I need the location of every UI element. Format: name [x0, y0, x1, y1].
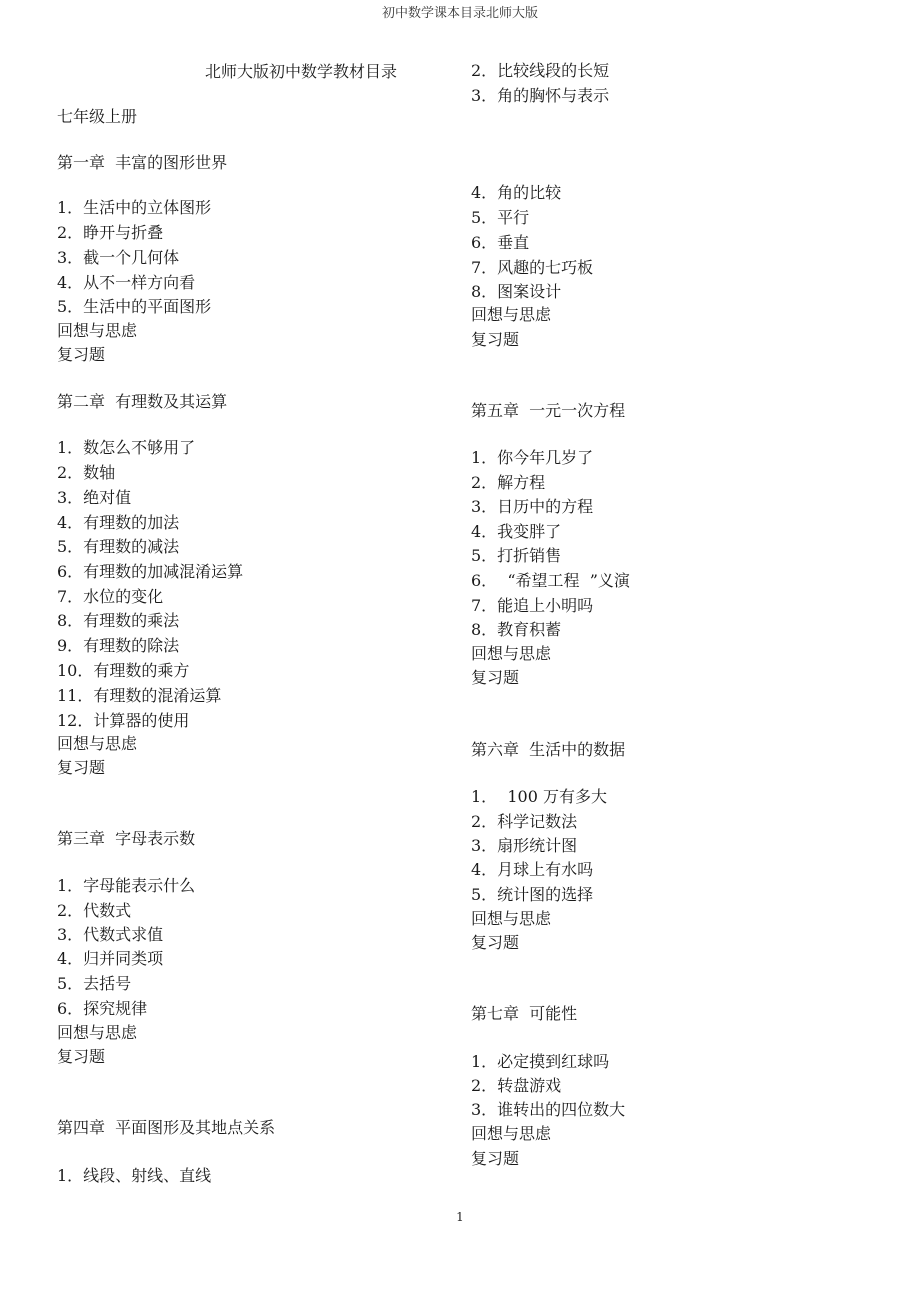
toc-item: 1．生活中的立体图形	[57, 198, 212, 217]
chapter-heading: 第一章 丰富的图形世界	[57, 153, 228, 172]
toc-item: 1．必定摸到红球吗	[471, 1052, 610, 1071]
page-number: 1	[456, 1210, 464, 1224]
toc-item: 5．生活中的平面图形	[57, 297, 212, 316]
toc-item: 12．计算器的使用	[57, 711, 190, 730]
toc-item: 6． “希望工程 ”义演	[471, 571, 630, 590]
toc-item: 回想与思虑	[471, 305, 552, 324]
toc-item: 4．我变胖了	[471, 522, 562, 541]
toc-item: 2．科学记数法	[471, 812, 578, 831]
running-header: 初中数学课本目录北师大版	[381, 6, 538, 21]
toc-item: 5．打折销售	[471, 546, 562, 565]
toc-item: 5．去括号	[57, 974, 132, 993]
toc-item: 6．探究规律	[57, 999, 148, 1018]
toc-item: 5．统计图的选择	[471, 885, 594, 904]
chapter-heading: 第二章 有理数及其运算	[57, 392, 228, 411]
toc-item: 回想与思虑	[471, 644, 552, 663]
toc-item: 3．谁转出的四位数大	[471, 1100, 626, 1119]
toc-item: 2．比较线段的长短	[471, 61, 610, 80]
toc-item: 3．绝对值	[57, 488, 132, 507]
toc-item: 复习题	[471, 330, 520, 349]
toc-item: 复习题	[471, 933, 520, 952]
toc-item: 1．数怎么不够用了	[57, 438, 196, 457]
toc-item: 1．字母能表示什么	[57, 876, 196, 895]
toc-item: 回想与思虑	[57, 734, 138, 753]
toc-item: 2．转盘游戏	[471, 1076, 562, 1095]
toc-item: 9．有理数的除法	[57, 636, 180, 655]
toc-item: 8．有理数的乘法	[57, 611, 180, 630]
toc-item: 7．能追上小明吗	[471, 596, 594, 615]
toc-item: 2．代数式	[57, 901, 132, 920]
toc-item: 复习题	[471, 668, 520, 687]
toc-item: 复习题	[57, 758, 106, 777]
toc-item: 复习题	[471, 1149, 520, 1168]
toc-item: 1． 100 万有多大	[471, 787, 607, 806]
toc-item: 3．代数式求值	[57, 925, 164, 944]
toc-item: 1．你今年几岁了	[471, 448, 594, 467]
toc-item: 3．日历中的方程	[471, 497, 594, 516]
chapter-heading: 第四章 平面图形及其地点关系	[57, 1118, 276, 1137]
toc-item: 2．数轴	[57, 463, 116, 482]
toc-item: 回想与思虑	[57, 1023, 138, 1042]
chapter-heading: 第七章 可能性	[471, 1004, 578, 1023]
chapter-heading: 第五章 一元一次方程	[471, 401, 626, 420]
toc-item: 4．从不一样方向看	[57, 273, 196, 292]
toc-item: 5．平行	[471, 208, 530, 227]
toc-item: 8．教育积蓄	[471, 620, 562, 639]
chapter-heading: 第六章 生活中的数据	[471, 740, 626, 759]
toc-item: 回想与思虑	[471, 1124, 552, 1143]
chapter-heading: 第三章 字母表示数	[57, 829, 196, 848]
toc-item: 6．有理数的加减混淆运算	[57, 562, 244, 581]
toc-item: 2．解方程	[471, 473, 546, 492]
toc-item: 3．角的胸怀与表示	[471, 86, 610, 105]
toc-item: 7．风趣的七巧板	[471, 258, 594, 277]
toc-item: 8．图案设计	[471, 282, 562, 301]
toc-item: 6．垂直	[471, 233, 530, 252]
toc-item: 5．有理数的减法	[57, 537, 180, 556]
toc-item: 1．线段、射线、直线	[57, 1166, 212, 1185]
toc-item: 11．有理数的混淆运算	[57, 686, 222, 705]
toc-item: 4．月球上有水吗	[471, 860, 594, 879]
toc-item: 回想与思虑	[471, 909, 552, 928]
toc-item: 10．有理数的乘方	[57, 661, 190, 680]
toc-item: 4．有理数的加法	[57, 513, 180, 532]
toc-item: 3．截一个几何体	[57, 248, 180, 267]
grade-heading: 七年级上册	[57, 107, 138, 126]
toc-item: 7．水位的变化	[57, 587, 164, 606]
toc-item: 4．归并同类项	[57, 949, 164, 968]
toc-item: 回想与思虑	[57, 321, 138, 340]
toc-item: 2．睁开与折叠	[57, 223, 164, 242]
document-title: 北师大版初中数学教材目录	[205, 62, 398, 81]
toc-item: 复习题	[57, 345, 106, 364]
toc-item: 3．扇形统计图	[471, 836, 578, 855]
toc-item: 复习题	[57, 1047, 106, 1066]
toc-item: 4．角的比较	[471, 183, 562, 202]
